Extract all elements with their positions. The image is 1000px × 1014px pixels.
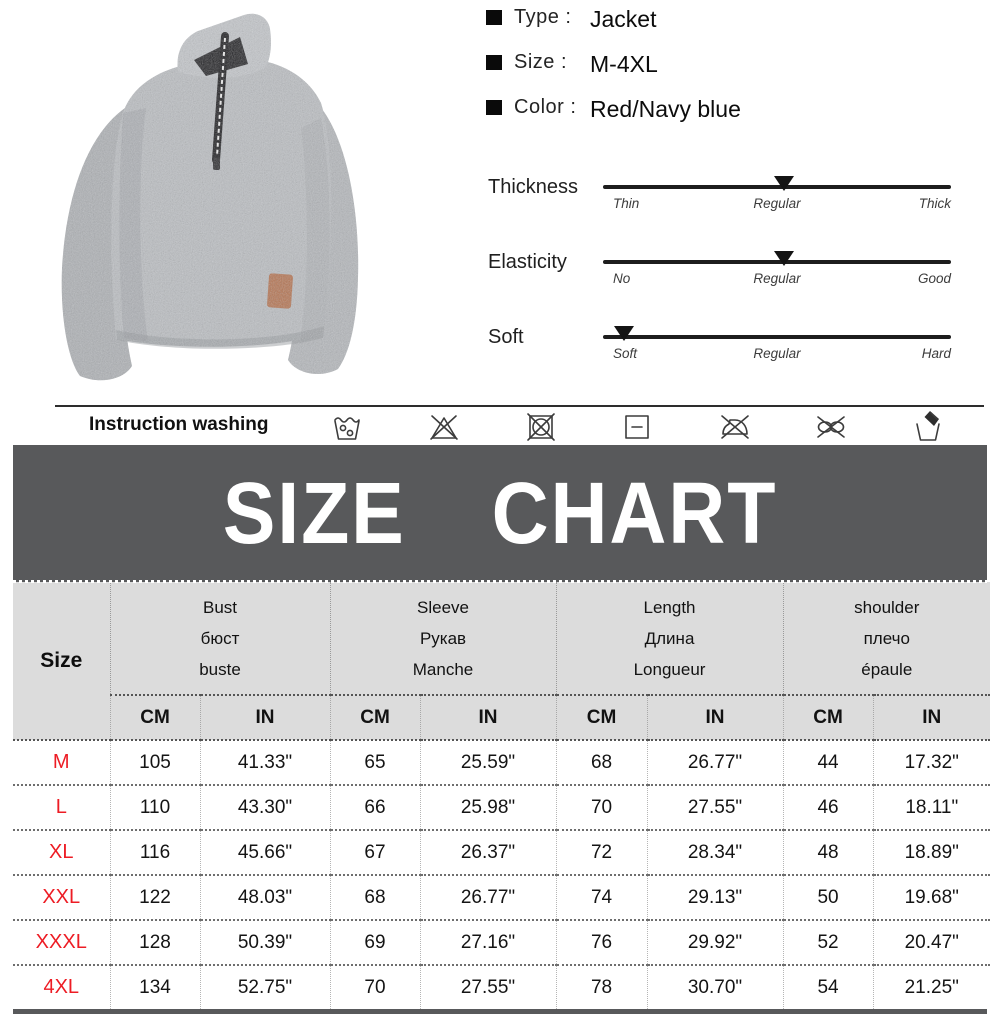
color-label: Color : <box>514 96 577 118</box>
value-cm: 68 <box>330 875 420 920</box>
bottom-divider <box>13 1009 987 1014</box>
size-row-xxxl <box>13 920 990 965</box>
group-label-ru: Длина <box>644 628 695 648</box>
washing-instructions-row <box>55 405 984 445</box>
size-label: XL <box>13 830 110 875</box>
slider-elasticity <box>488 243 955 318</box>
washing-icons <box>330 409 945 443</box>
slider-marker-icon <box>774 251 794 266</box>
size-label: XXL <box>13 875 110 920</box>
table-header-row <box>13 582 990 695</box>
sweater-image <box>28 8 470 402</box>
value-in: 27.55" <box>647 785 783 830</box>
tick-label-right: Hard <box>921 346 951 361</box>
size-label: L <box>13 785 110 830</box>
slider-track <box>603 318 951 393</box>
unit-header-cm: CM <box>783 695 873 740</box>
tick-label-right: Good <box>917 271 951 286</box>
value-cm: 128 <box>110 920 200 965</box>
unit-header-cm: CM <box>330 695 420 740</box>
group-label-en: Bust <box>202 597 238 617</box>
value-cm: 66 <box>330 785 420 830</box>
value-in: 25.98" <box>420 785 556 830</box>
value-cm: 78 <box>556 965 647 1009</box>
slider-title: Thickness <box>488 176 579 198</box>
tick-label-mid: Regular <box>753 346 801 361</box>
size-rows <box>13 740 990 1009</box>
group-label-en: Sleeve <box>417 597 469 617</box>
unit-header-in: IN <box>873 695 990 740</box>
slider-title: Elasticity <box>488 251 567 273</box>
product-info <box>486 6 741 141</box>
value-cm: 52 <box>783 920 873 965</box>
tick-label-left: Soft <box>613 346 638 361</box>
info-row-type <box>486 6 741 30</box>
size-label: XXXL <box>13 920 110 965</box>
size-row-xl <box>13 830 990 875</box>
value-in: 27.16" <box>420 920 556 965</box>
slider-thickness <box>488 168 955 243</box>
value-cm: 65 <box>330 740 420 785</box>
value-in: 26.77" <box>420 875 556 920</box>
value-cm: 46 <box>783 785 873 830</box>
value-in: 41.33" <box>200 740 330 785</box>
value-cm: 74 <box>556 875 647 920</box>
unit-header-in: IN <box>420 695 556 740</box>
value-in: 18.89" <box>873 830 990 875</box>
size-chart-banner <box>13 445 987 582</box>
unit-header-cm: CM <box>556 695 647 740</box>
unit-header-row <box>13 695 990 740</box>
column-group-shoulder <box>783 582 990 695</box>
value-in: 45.66" <box>200 830 330 875</box>
value-cm: 122 <box>110 875 200 920</box>
unit-header-cm: CM <box>110 695 200 740</box>
value-in: 21.25" <box>873 965 990 1009</box>
value-cm: 76 <box>556 920 647 965</box>
bullet-square-icon <box>486 10 502 25</box>
value-cm: 134 <box>110 965 200 1009</box>
tick-label-mid: Regular <box>753 196 801 211</box>
value-in: 52.75" <box>200 965 330 1009</box>
value-cm: 70 <box>556 785 647 830</box>
slider-marker-icon <box>774 176 794 191</box>
size-label: M <box>13 740 110 785</box>
do-not-iron-icon <box>717 409 751 443</box>
value-cm: 70 <box>330 965 420 1009</box>
value-in: 17.32" <box>873 740 990 785</box>
value-cm: 69 <box>330 920 420 965</box>
value-in: 20.47" <box>873 920 990 965</box>
value-cm: 105 <box>110 740 200 785</box>
size-chart-table <box>13 582 990 1009</box>
do-not-bleach-icon <box>427 409 461 443</box>
value-in: 26.77" <box>647 740 783 785</box>
value-in: 25.59" <box>420 740 556 785</box>
tick-label-left: No <box>613 271 631 286</box>
dry-flat-icon <box>620 409 654 443</box>
value-in: 29.13" <box>647 875 783 920</box>
value-cm: 72 <box>556 830 647 875</box>
type-value: Jacket <box>590 6 657 32</box>
unit-header-in: IN <box>647 695 783 740</box>
value-cm: 44 <box>783 740 873 785</box>
size-label: Size : <box>514 51 568 73</box>
group-label-fr: épaule <box>861 659 913 679</box>
column-group-bust <box>110 582 330 695</box>
value-cm: 67 <box>330 830 420 875</box>
value-in: 29.92" <box>647 920 783 965</box>
column-group-sleeve <box>330 582 556 695</box>
group-label-fr: buste <box>199 659 241 679</box>
column-group-length <box>556 582 783 695</box>
tick-label-left: Thin <box>613 196 640 211</box>
size-row-4xl <box>13 965 990 1009</box>
hand-wash-icon <box>911 409 945 443</box>
product-photo <box>28 8 470 402</box>
wash-tub-icon <box>330 409 364 443</box>
value-in: 30.70" <box>647 965 783 1009</box>
group-label-ru: плечо <box>863 628 910 648</box>
value-cm: 48 <box>783 830 873 875</box>
value-in: 28.34" <box>647 830 783 875</box>
slider-line <box>603 335 951 339</box>
slider-track <box>603 243 951 318</box>
do-not-tumble-dry-icon <box>524 409 558 443</box>
value-in: 48.03" <box>200 875 330 920</box>
slider-title: Soft <box>488 326 524 348</box>
tick-label-right: Thick <box>918 196 951 211</box>
value-cm: 116 <box>110 830 200 875</box>
group-label-ru: бюст <box>200 628 240 648</box>
size-column-header: Size <box>13 582 110 740</box>
size-label: 4XL <box>13 965 110 1009</box>
size-row-l <box>13 785 990 830</box>
value-cm: 110 <box>110 785 200 830</box>
group-label-ru: Рукав <box>419 628 467 648</box>
size-value: M-4XL <box>590 51 658 77</box>
value-in: 19.68" <box>873 875 990 920</box>
group-label-fr: Longueur <box>633 659 706 679</box>
value-cm: 50 <box>783 875 873 920</box>
bullet-square-icon <box>486 100 502 115</box>
group-label-fr: Manche <box>412 659 474 679</box>
slider-soft <box>488 318 955 393</box>
slider-track <box>603 168 951 243</box>
top-section <box>0 0 1000 405</box>
size-chart-title: SIZE CHART <box>222 464 778 562</box>
washing-label: Instruction washing <box>89 414 269 435</box>
type-label: Type : <box>514 6 572 28</box>
unit-header-in: IN <box>200 695 330 740</box>
color-value: Red/Navy blue <box>590 96 741 122</box>
tick-label-mid: Regular <box>753 271 801 286</box>
size-row-xxl <box>13 875 990 920</box>
value-in: 26.37" <box>420 830 556 875</box>
bullet-square-icon <box>486 55 502 70</box>
value-in: 50.39" <box>200 920 330 965</box>
do-not-wring-icon <box>814 409 848 443</box>
attribute-sliders <box>488 168 955 393</box>
value-in: 27.55" <box>420 965 556 1009</box>
value-in: 18.11" <box>873 785 990 830</box>
slider-marker-icon <box>614 326 634 341</box>
value-cm: 68 <box>556 740 647 785</box>
info-row-color <box>486 96 741 120</box>
value-cm: 54 <box>783 965 873 1009</box>
group-label-en: shoulder <box>854 597 920 617</box>
info-row-size <box>486 51 741 75</box>
size-row-m <box>13 740 990 785</box>
value-in: 43.30" <box>200 785 330 830</box>
group-label-en: Length <box>643 597 696 617</box>
